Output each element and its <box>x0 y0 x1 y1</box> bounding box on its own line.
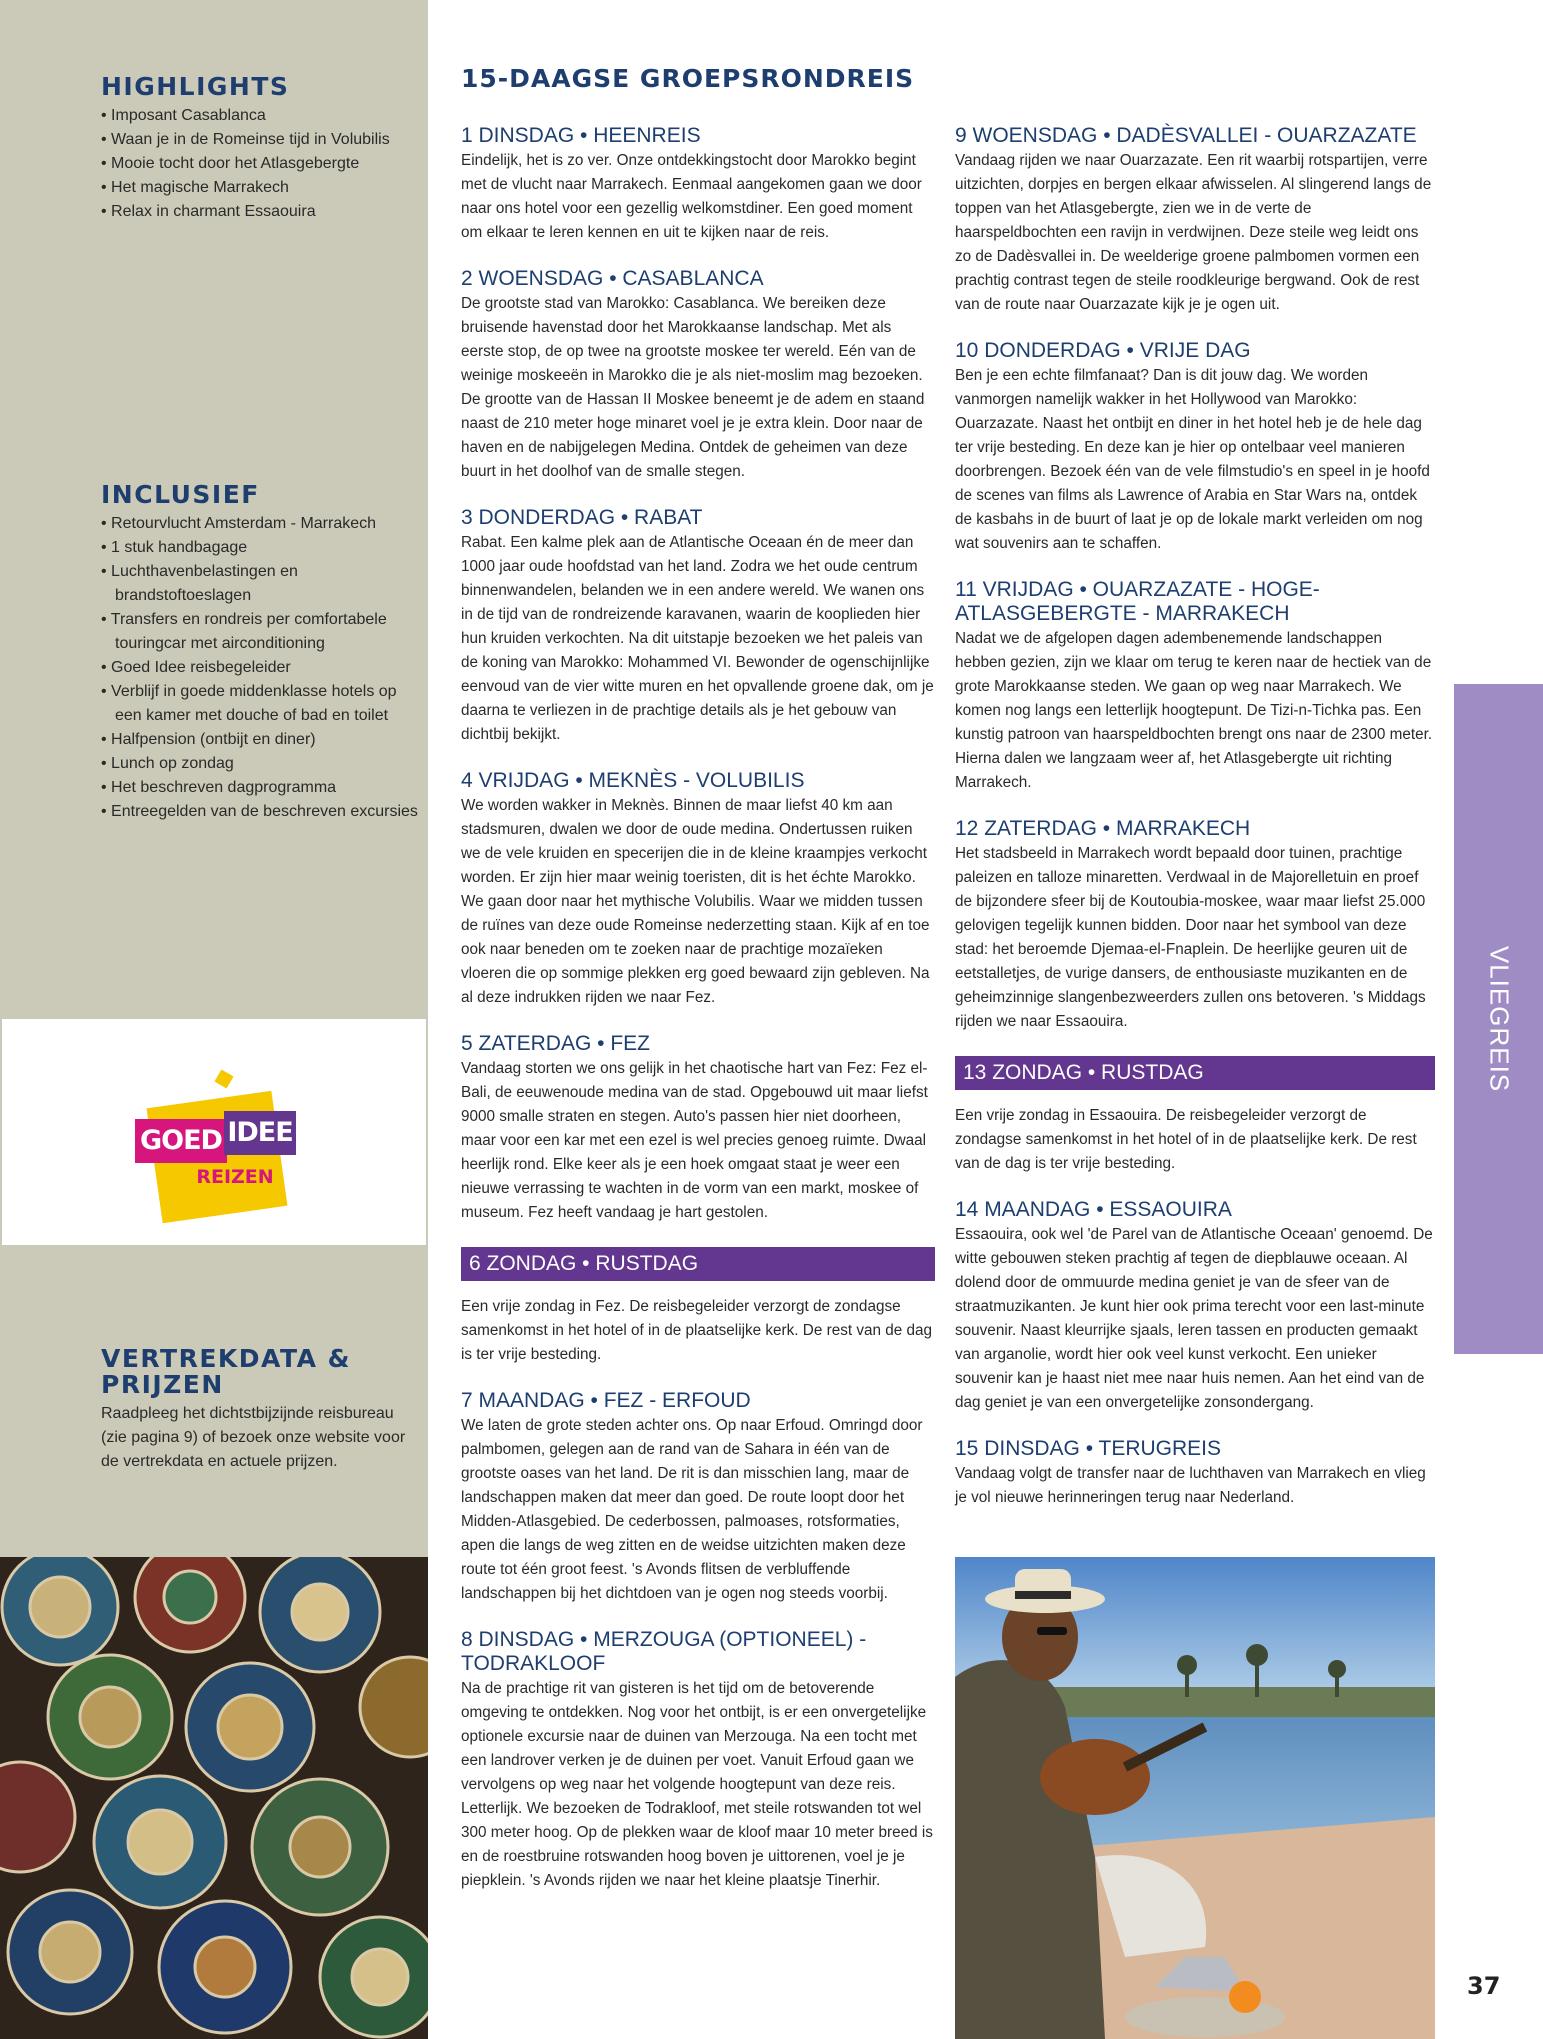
vertrek-text: Raadpleeg het dichtstbijzijnde reisbureau (zie pagina 9) of bezoek onze website voor de vertrekdata en actuele prijzen. <box>101 1405 406 1470</box>
day-text: Eindelijk, het is zo ver. Onze ontdekkingstocht door Marokko begint met de vlucht naar Marrakech. Eenmaal aangekomen gaan we door naar ons hotel voor een gezellig welkomstdiner. Een goed moment om elkaar te leren kennen en uit te kijken naar de reis. <box>461 152 922 241</box>
day-title: 7 MAANDAG • FEZ - ERFOUD <box>461 1389 751 1412</box>
list-item: • Retourvlucht Amsterdam - Marrakech <box>101 512 421 536</box>
inclusief-list <box>101 512 421 824</box>
highlights-block <box>101 74 421 224</box>
day-14 <box>955 1198 1435 1415</box>
list-item: • Luchthavenbelastingen en brandstoftoeslagen <box>101 560 421 608</box>
day-13 <box>955 1056 1435 1176</box>
logo-idee: IDEE <box>224 1111 296 1155</box>
day-title: 11 VRIJDAG • OUARZAZATE - HOGE-ATLASGEBERGTE - MARRAKECH <box>955 578 1320 625</box>
musician-photo <box>955 1557 1435 2039</box>
list-item: • Halfpension (ontbijt en diner) <box>101 728 421 752</box>
day-text: Vandaag rijden we naar Ouarzazate. Een rit waarbij rotspartijen, verre uitzichten, dorpjes en bergen elkaar afwisselen. Al slingerend langs de toppen van het Atlasgebergte, zien we in de verte de haarspeldbochten een ravijn in verdwijnen. Deze steile weg leidt ons zo de Dadèsvallei in. De weelderige groene palmbomen vormen een prachtig contrast tegen de steile roodkleurige bergwand. Ook de rest van de route naar Ouarzazate kijk je je ogen uit. <box>955 152 1432 313</box>
highlights-heading: HIGHLIGHTS <box>101 72 290 101</box>
page-title: 15-DAAGSE GROEPSRONDREIS <box>461 64 915 93</box>
vertrek-heading-line2: PRIJZEN <box>101 1370 224 1399</box>
musician-illustration <box>955 1557 1435 2039</box>
day-3 <box>461 506 935 747</box>
day-title: 3 DONDERDAG • RABAT <box>461 506 703 529</box>
highlights-list <box>101 104 421 224</box>
day-title: 4 VRIJDAG • MEKNÈS - VOLUBILIS <box>461 769 805 792</box>
vertrek-heading-line1: VERTREKDATA & <box>101 1344 351 1373</box>
day-title: 9 WOENSDAG • DADÈSVALLEI - OUARZAZATE <box>955 124 1417 147</box>
list-item: • Waan je in de Romeinse tijd in Volubilis <box>101 128 421 152</box>
day-text: Na de prachtige rit van gisteren is het tijd om de betoverende omgeving te ontdekken. Nog voor het ontbijt, is er een onvergetelijke optionele excursie naar de duinen van Merzouga. Na een tocht met een landrover verken je de duinen per voet. Vanuit Erfoud gaan we vervolgens op weg naar het volgende hoogtepunt van deze reis. Letterlijk. We bezoeken de Todrakloof, met steile rotswanden tot wel 300 meter hoog. Op de plekken waar de kloof maar 10 meter breed is en de roestbruine rotswanden hoog boven je uittorenen, voel je je piepklein. 's Avonds rijden we naar het kleine plaatsje Tinerhir. <box>461 1680 933 1889</box>
tab-label: VLIEGREIS <box>1484 945 1514 1093</box>
day-12 <box>955 817 1435 1034</box>
day-8 <box>461 1628 935 1893</box>
list-item: • Het magische Marrakech <box>101 176 421 200</box>
list-item: • Goed Idee reisbegeleider <box>101 656 421 680</box>
inclusief-heading: INCLUSIEF <box>101 480 260 509</box>
logo-goed: GOED <box>135 1119 227 1163</box>
day-6 <box>461 1247 935 1367</box>
day-title: 14 MAANDAG • ESSAOUIRA <box>955 1198 1232 1221</box>
list-item: • Transfers en rondreis per comfortabele touringcar met airconditioning <box>101 608 421 656</box>
day-1 <box>461 124 935 245</box>
moroccan-plates-photo <box>0 1557 428 2039</box>
logo-accent-square <box>214 1069 233 1088</box>
vertrek-heading <box>101 1346 421 1398</box>
day-title-highlighted: 6 ZONDAG • RUSTDAG <box>461 1247 935 1281</box>
list-item: • Entreegelden van de beschreven excursies <box>101 800 421 824</box>
list-item: • Lunch op zondag <box>101 752 421 776</box>
day-text: Ben je een echte filmfanaat? Dan is dit jouw dag. We worden vanmorgen namelijk wakker in het Hollywood van Marokko: Ouarzazate. Naast het ontbijt en diner in het hotel heb je de hele dag ter vrije besteding. En deze kan je hier op ontelbaar veel manieren doorbrengen. Bezoek één van de vele filmstudio's en speel in je hoofd de scenes van films als Lawrence of Arabia en Star Wars na, ontdek de kasbahs in de buurt of laat je op de lokale markt verleiden om nog wat souvenirs aan te schaffen. <box>955 367 1430 552</box>
day-title: 12 ZATERDAG • MARRAKECH <box>955 817 1251 840</box>
logo-reizen: REIZEN <box>196 1166 274 1188</box>
plates-illustration <box>0 1557 428 2039</box>
day-text: Essaouira, ook wel 'de Parel van de Atlantische Oceaan' genoemd. De witte gebouwen steken prachtig af tegen de diepblauwe oceaan. Al dolend door de ommuurde medina geniet je van de sfeer van de straatmuzikanten. Je kunt hier ook prima terecht voor een last-minute souvenir. Naast kleurrijke sjaals, leren tassen en producten gemaakt van arganolie, wordt hier ook veel kunst verkocht. Een unieker souvenir kan je haast niet mee naar huis nemen. Aan het eind van de dag geniet je van een onvergetelijke zonsondergang. <box>955 1226 1433 1411</box>
list-item: • 1 stuk handbagage <box>101 536 421 560</box>
itinerary-column-left <box>461 124 935 1915</box>
list-item: • Mooie tocht door het Atlasgebergte <box>101 152 421 176</box>
list-item: • Het beschreven dagprogramma <box>101 776 421 800</box>
vertrek-block <box>101 1346 421 1474</box>
day-text: Vandaag volgt de transfer naar de luchthaven van Marrakech en vlieg je vol nieuwe herinneringen terug naar Nederland. <box>955 1465 1426 1506</box>
vliegreis-tab <box>1454 684 1543 1354</box>
day-title: 15 DINSDAG • TERUGREIS <box>955 1437 1222 1460</box>
day-11 <box>955 578 1435 795</box>
day-7 <box>461 1389 935 1606</box>
day-5 <box>461 1032 935 1225</box>
day-title: 8 DINSDAG • MERZOUGA (OPTIONEEL) - TODRAKLOOF <box>461 1628 867 1675</box>
day-title: 1 DINSDAG • HEENREIS <box>461 124 701 147</box>
list-item: • Imposant Casablanca <box>101 104 421 128</box>
day-text: Een vrije zondag in Fez. De reisbegeleider verzorgt de zondagse samenkomst in het hotel of in de plaatselijke kerk. De rest van de dag is ter vrije besteding. <box>461 1298 933 1363</box>
day-text: Nadat we de afgelopen dagen adembenemende landschappen hebben gezien, zijn we klaar om terug te keren naar de hectiek van de grote Marokkaanse steden. We gaan op weg naar Marrakech. We komen nog langs een letterlijk hoogtepunt. De Tizi-n-Tichka pas. Een kunstig patroon van haarspeldbochten brengt ons naar de 2300 meter. Hierna dalen we langzaam weer af, het Atlasgebergte uit richting Marrakech. <box>955 630 1433 791</box>
goed-idee-logo <box>2 1019 426 1245</box>
day-10 <box>955 339 1435 556</box>
sidebar <box>0 0 428 1557</box>
page-number: 37 <box>1467 1972 1501 2000</box>
day-text: Rabat. Een kalme plek aan de Atlantische Oceaan én de meer dan 1000 jaar oude hoofdstad van het land. Zodra we het oude centrum binnenwandelen, belanden we in een andere wereld. We wanen ons in de tijd van de rondreizende karavanen, waarin de kooplieden hier hun kruiden verkochten. Na dit uitstapje bezoeken we het paleis van de koning van Marokko: Mohammed VI. Bewonder de ogenschijnlijke eenvoud van de vier witte muren en het opvallende groene dak, om je daarna te verliezen in de prachtige details als je het gebouw van dichtbij bekijkt. <box>461 534 934 743</box>
day-title: 10 DONDERDAG • VRIJE DAG <box>955 339 1251 362</box>
inclusief-block <box>101 482 421 824</box>
day-text: We laten de grote steden achter ons. Op naar Erfoud. Omringd door palmbomen, gelegen aan de rand van de Sahara in één van de grootste oases van het land. De rit is dan misschien lang, maar de landschappen maken dat meer dan goed. De route loopt door het Midden-Atlasgebied. De cederbossen, palmoases, rotsformaties, apen die langs de weg zitten en de weidse uitzichten maken deze route tot één groot feest. 's Avonds flitsen de verbluffende landschappen bij het dichtdoen van je ogen nog steeds voorbij. <box>461 1417 923 1602</box>
itinerary-column-right <box>955 124 1435 1532</box>
day-text: We worden wakker in Meknès. Binnen de maar liefst 40 km aan stadsmuren, dwalen we door de oude medina. Ondertussen ruiken we de vele kruiden en specerijen die in de kleine kraampjes verkocht worden. Er zijn hier maar weinig toeristen, dit is het échte Marokko. We gaan door naar het mythische Volubilis. Waar we midden tussen de ruïnes van deze oude Romeinse nederzetting staan. Kijk af en toe ook naar beneden om te zoeken naar de prachtige mozaïeken vloeren die op sommige plekken erg goed bewaard zijn gebleven. Na al deze indrukken rijden we naar Fez. <box>461 797 930 1006</box>
day-text: Vandaag storten we ons gelijk in het chaotische hart van Fez: Fez el-Bali, de eeuwenoude medina van de stad. Opgebouwd uit maar liefst 9000 smalle straten en stegen. Auto's passen hier niet doorheen, maar voor een kar met een ezel is wel precies genoeg ruimte. Dwaal heerlijk rond. Elke keer als je een hoek omgaat staat je weer een nieuwe verrassing te wachten in de vorm van een markt, moskee of museum. Fez heeft vandaag je hart gestolen. <box>461 1060 928 1221</box>
day-title: 2 WOENSDAG • CASABLANCA <box>461 267 764 290</box>
list-item: • Relax in charmant Essaouira <box>101 200 421 224</box>
day-title: 5 ZATERDAG • FEZ <box>461 1032 650 1055</box>
day-text: Het stadsbeeld in Marrakech wordt bepaald door tuinen, prachtige paleizen en talloze minaretten. Verdwaal in de Majorelletuin en proef de bijzondere sfeer bij de Koutoubia-moskee, waar maar liefst 25.000 gelovigen tegelijk kunnen bidden. Door naar het symbool van deze stad: het beroemde Djemaa-el-Fnaplein. De heerlijke geuren uit de eetstalletjes, de vurige dansers, de enthousiaste muzikanten en de geheimzinnige slangenbezweerders zullen ons betoveren. 's Middags rijden we naar Essaouira. <box>955 845 1426 1030</box>
day-4 <box>461 769 935 1010</box>
list-item: • Verblijf in goede middenklasse hotels op een kamer met douche of bad en toilet <box>101 680 421 728</box>
day-title-highlighted: 13 ZONDAG • RUSTDAG <box>955 1056 1435 1090</box>
day-9 <box>955 124 1435 317</box>
day-text: De grootste stad van Marokko: Casablanca. We bereiken deze bruisende havenstad door het Marokkaanse landschap. Met als eerste stop, de op twee na grootste moskee ter wereld. Eén van de weinige moskeeën in Marokko die je als niet-moslim mag bezoeken. De grootte van de Hassan II Moskee beneemt je de adem en staand naast de 210 meter hoge minaret voel je je extra klein. Door naar de haven en de nabijgelegen Medina. Ontdek de geheimen van deze buurt in het doolhof van de smalle stegen. <box>461 295 925 480</box>
day-2 <box>461 267 935 484</box>
day-15 <box>955 1437 1435 1510</box>
day-text: Een vrije zondag in Essaouira. De reisbegeleider verzorgt de zondagse samenkomst in het hotel of in de plaatselijke kerk. De rest van de dag is ter vrije besteding. <box>955 1107 1417 1172</box>
